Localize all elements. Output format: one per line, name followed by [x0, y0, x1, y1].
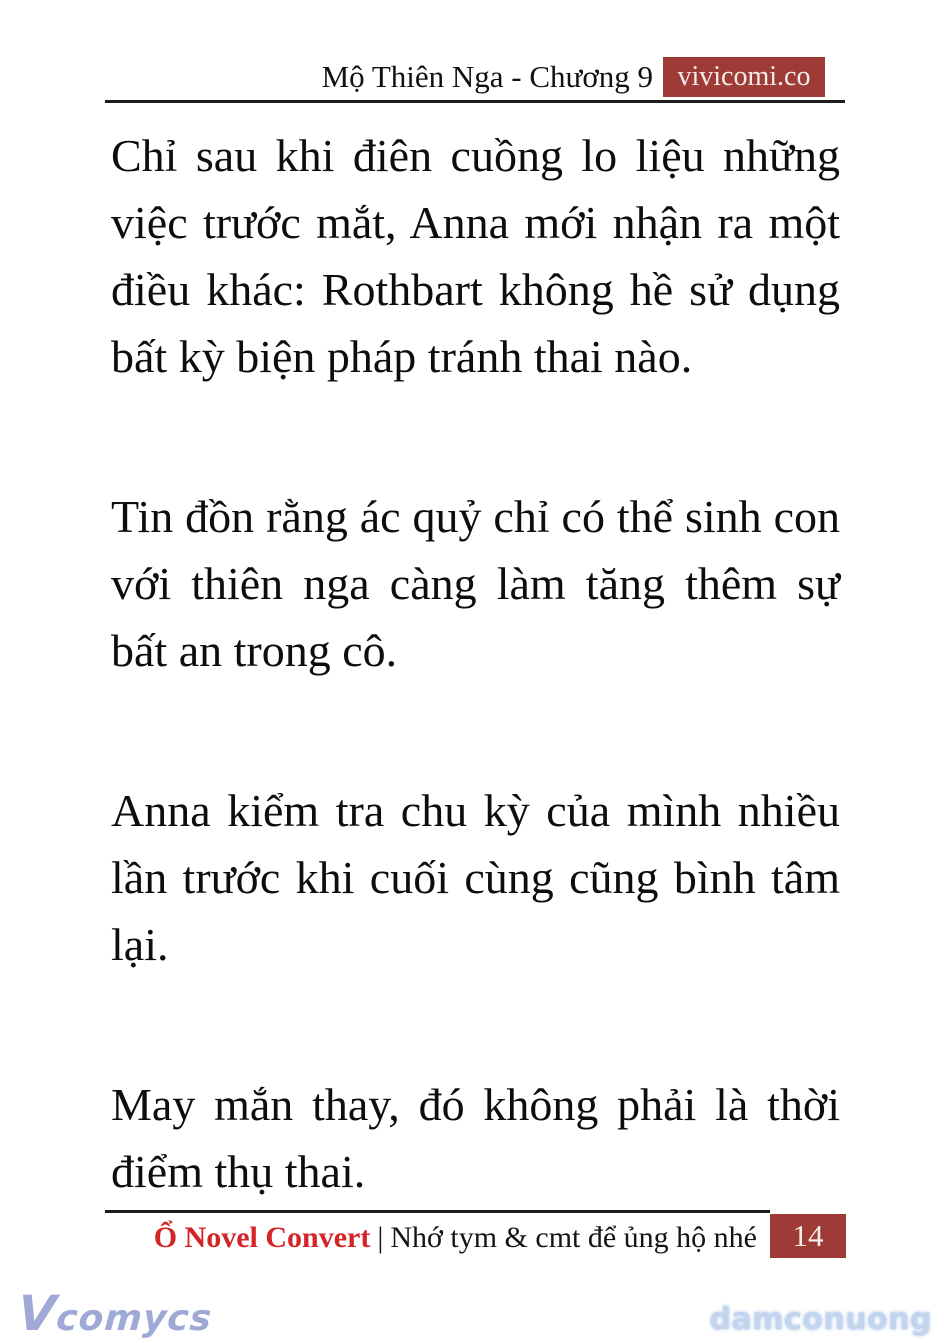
chapter-text [111, 122, 840, 1205]
footer-divider [105, 1210, 770, 1213]
chapter-title: Mộ Thiên Nga - Chương 9 [321, 59, 653, 94]
paragraph: Anna kiểm tra chu kỳ của mình nhiều lần trước khi cuối cùng cũng bình tâm lại. [111, 785, 840, 970]
footer-separator: | [377, 1221, 384, 1254]
page-number-badge: 14 [770, 1214, 846, 1258]
vcomycs-watermark-logo: Vcomycs [16, 1286, 214, 1342]
header-divider [105, 100, 845, 103]
footer-credit [154, 1219, 757, 1257]
footer-note: Nhớ tym & cmt để ủng hộ nhé [390, 1221, 757, 1254]
paragraph: Chỉ sau khi điên cuồng lo liệu những việc trước mắt, Anna mới nhận ra một điều khác: Rothbart không hề sử dụng bất kỳ biện pháp tránh thai nào. [111, 130, 840, 382]
damconuong-watermark: damconuong [709, 1302, 932, 1337]
paragraph: May mắn thay, đó không phải là thời điểm thụ thai. [111, 1079, 840, 1197]
paragraph: Tin đồn rằng ác quỷ chỉ có thể sinh con với thiên nga càng làm tăng thêm sự bất an trong cô. [111, 491, 840, 676]
site-badge: vivicomi.co [663, 57, 825, 97]
footer-brand: Ổ Novel Convert [153, 1221, 371, 1254]
